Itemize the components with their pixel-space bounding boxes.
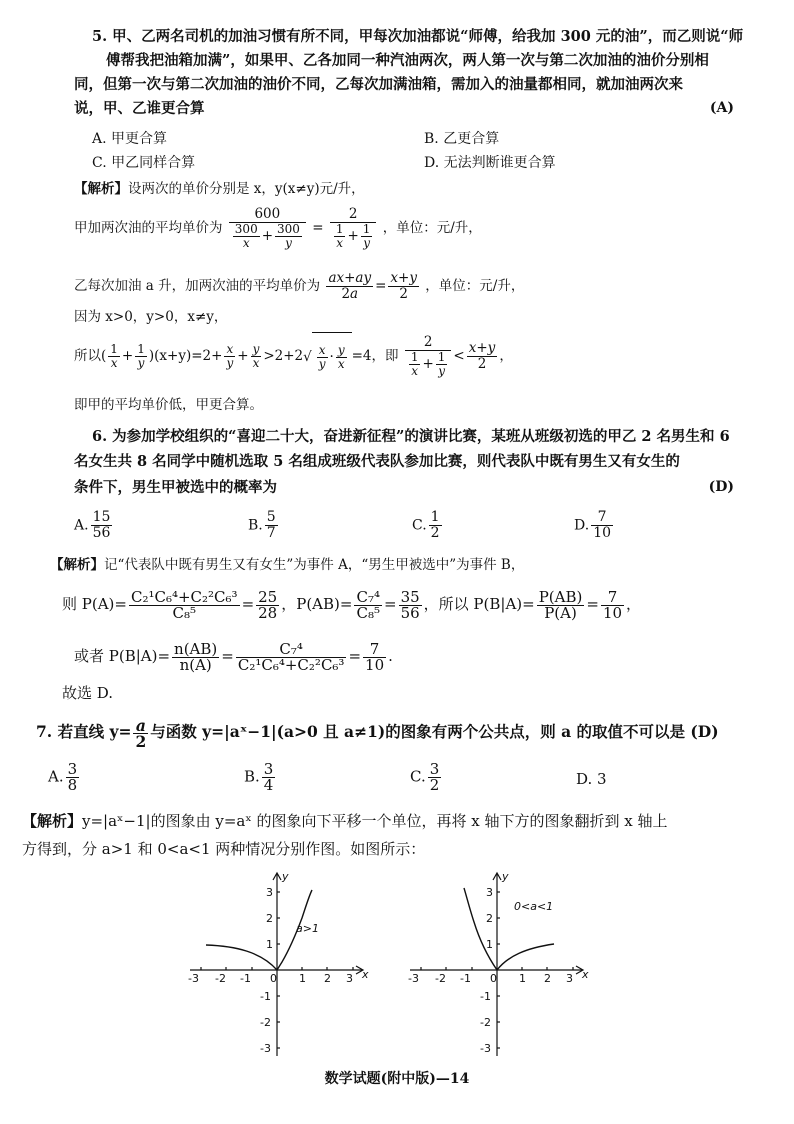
q6-line-1: 6. 为参加学校组织的“喜迎二十大，奋进新征程”的演讲比赛，某班从班级初选的甲乙 2 名男生和 6 xyxy=(92,428,730,445)
y-axis-label: y xyxy=(502,870,509,883)
graph-label: 0<a<1 xyxy=(514,900,554,913)
q6-option-b: B. $\frac{5}{7}$ xyxy=(248,509,276,541)
q5-fraction-jia: 600 $\frac{300}{x}$ + $\frac{300}{y}$ xyxy=(229,207,306,250)
q6-solution-1: 【解析】记“代表队中既有男生又有女生”为事件 A，“男生甲被选中”为事件 B， xyxy=(50,557,525,573)
q7-option-b: B. $\frac{3}{4}$ xyxy=(244,760,274,794)
y-tick-label: -3 xyxy=(480,1042,491,1055)
x-tick-label: -3 xyxy=(188,972,199,985)
y-tick-label: -1 xyxy=(260,990,271,1003)
q5-solution-tag: 【解析】 xyxy=(74,181,128,197)
q5-option-b: B. 乙更合算 xyxy=(424,131,500,147)
page-footer: 数学试题(附中版)—14 xyxy=(324,1071,470,1087)
x-tick-label: 0 xyxy=(490,972,497,985)
x-axis-label: x xyxy=(582,968,589,981)
y-tick-label: -2 xyxy=(480,1016,491,1029)
q5-solution-3: 乙每次加油 a 升，加两次油的平均单价为 $\frac{ax+ay}{2a}$ = $\frac{x+y}{2}$ ，单位：元/升， xyxy=(74,270,525,302)
graph-label: a>1 xyxy=(296,922,319,935)
x-tick-label: 0 xyxy=(270,972,277,985)
x-tick-label: -2 xyxy=(215,972,226,985)
y-tick-label: -2 xyxy=(260,1016,271,1029)
x-axis-label: x xyxy=(362,968,369,981)
y-tick-label: 3 xyxy=(486,886,493,899)
q7-option-d: D. 3 xyxy=(576,770,607,788)
q6-option-d: D. $\frac{7}{10}$ xyxy=(574,509,612,541)
q6-line-2: 名女生共 8 名同学中随机选取 5 名组成班级代表队参加比赛，则代表队中既有男生又有女生的 xyxy=(74,453,680,470)
y-tick-label: 2 xyxy=(486,912,493,925)
q6-answer: (D) xyxy=(708,479,734,495)
x-tick-label: -1 xyxy=(240,972,251,985)
q5-solution-6: 即甲的平均单价低，甲更合算。 xyxy=(74,397,263,413)
x-tick-label: 1 xyxy=(299,972,306,985)
q7-line-1: 7. 若直线 y= $\frac{a}{2}$ 与函数 y=|aˣ−1|(a>0 且 a≠1)的图象有两个公共点，则 a 的取值不可以是 (D) xyxy=(36,715,719,751)
graph-a-between-0-1 xyxy=(406,870,590,1060)
q5-line-1: 5. 甲、乙两名司机的加油习惯有所不同，甲每次加油都说“师傅，给我加 300 元的油”，而乙则说“师 xyxy=(92,28,744,45)
q5-line-4: 说，甲、乙谁更合算 xyxy=(74,100,205,117)
x-tick-label: -2 xyxy=(435,972,446,985)
q5-line-3: 同，但第一次与第二次加油的油价不同，乙每次加满油箱，需加入的油量都相同，就加油两次来 xyxy=(74,76,683,93)
y-axis-label: y xyxy=(282,870,289,883)
x-tick-label: 2 xyxy=(544,972,551,985)
y-tick-label: 3 xyxy=(266,886,273,899)
x-tick-label: 1 xyxy=(519,972,526,985)
x-tick-label: -1 xyxy=(460,972,471,985)
x-tick-label: 3 xyxy=(346,972,353,985)
q5-option-a: A. 甲更合算 xyxy=(92,131,168,147)
q6-solution-3: 或者 P(B|A)= $\frac{n(AB)}{n(A)}$ = $\frac{\text{C₇⁴}}{\text{C₂¹C₆⁴+C₂²C₆³}}$ = $\frac{7}{10}$ . xyxy=(74,639,393,674)
x-tick-label: -3 xyxy=(408,972,419,985)
q7-solution-1: 【解析】y=|aˣ−1|的图象由 y=aˣ 的图象向下平移一个单位，再将 x 轴下方的图象翻折到 x 轴上 xyxy=(22,812,668,830)
y-tick-label: 2 xyxy=(266,912,273,925)
x-tick-label: 2 xyxy=(324,972,331,985)
q5-solution-4: 因为 x>0，y>0，x≠y， xyxy=(74,309,228,325)
q7-solution-2: 方得到，分 a>1 和 0<a<1 两种情况分别作图。如图所示： xyxy=(22,840,426,858)
q5-option-c: C. 甲乙同样合算 xyxy=(92,155,196,171)
q6-option-c: C. $\frac{1}{2}$ xyxy=(412,509,440,541)
q6-line-3: 条件下，男生甲被选中的概率为 xyxy=(74,479,277,496)
q5-option-d: D. 无法判断谁更合算 xyxy=(424,155,556,171)
q5-line-2: 傅帮我把油箱加满”，如果甲、乙各加同一种汽油两次，两人第一次与第二次加油的油价分别相 xyxy=(106,52,709,69)
y-tick-label: 1 xyxy=(266,938,273,951)
q6-option-a: A. $\frac{15}{56}$ xyxy=(74,509,111,541)
q5-solution-1: 【解析】设两次的单价分别是 x，y(x≠y)元/升， xyxy=(74,181,365,197)
y-tick-label: 1 xyxy=(486,938,493,951)
y-tick-label: -1 xyxy=(480,990,491,1003)
q5-solution-5: 所以( $\frac{1}{x}$ + $\frac{1}{y}$ )(x+y)=2+ $\frac{x}{y}$ + $\frac{y}{x}$ >2+2√ $\frac{x}{y}$ · $\frac{y}{x}$ =4，即 2 $\frac{1}{x}$ + $\frac{1}{y}$ < $\frac{x+y}{2}$ ， xyxy=(74,332,513,381)
q5-solution-2: 甲加两次油的平均单价为 600 $\frac{300}{x}$ + $\frac{300}{y}$ = 2 $\frac{1}{x}$ + $\frac{1}{y}$ ，单位：元/升， xyxy=(74,206,482,250)
q5-answer: (A) xyxy=(709,100,734,116)
y-tick-label: -3 xyxy=(260,1042,271,1055)
q6-solution-4: 故选 D. xyxy=(62,684,114,702)
x-tick-label: 3 xyxy=(566,972,573,985)
q7-option-c: C. $\frac{3}{2}$ xyxy=(410,760,440,794)
graph-a-greater-1 xyxy=(186,870,370,1060)
q6-solution-2: 则 P(A)= $\frac{\text{C₂¹C₆⁴+C₂²C₆³}}{\text{C₈⁵}}$ = $\frac{25}{28}$ ，P(AB)= $\frac{\text{C₇⁴}}{\text{C₈⁵}}$ = $\frac{35}{56}$ ，所以 P(B|A)= $\frac{P(AB)}{P(A)}$ = $\frac{7}{10}$ ， xyxy=(62,587,642,622)
q7-option-a: A. $\frac{3}{8}$ xyxy=(48,760,78,794)
